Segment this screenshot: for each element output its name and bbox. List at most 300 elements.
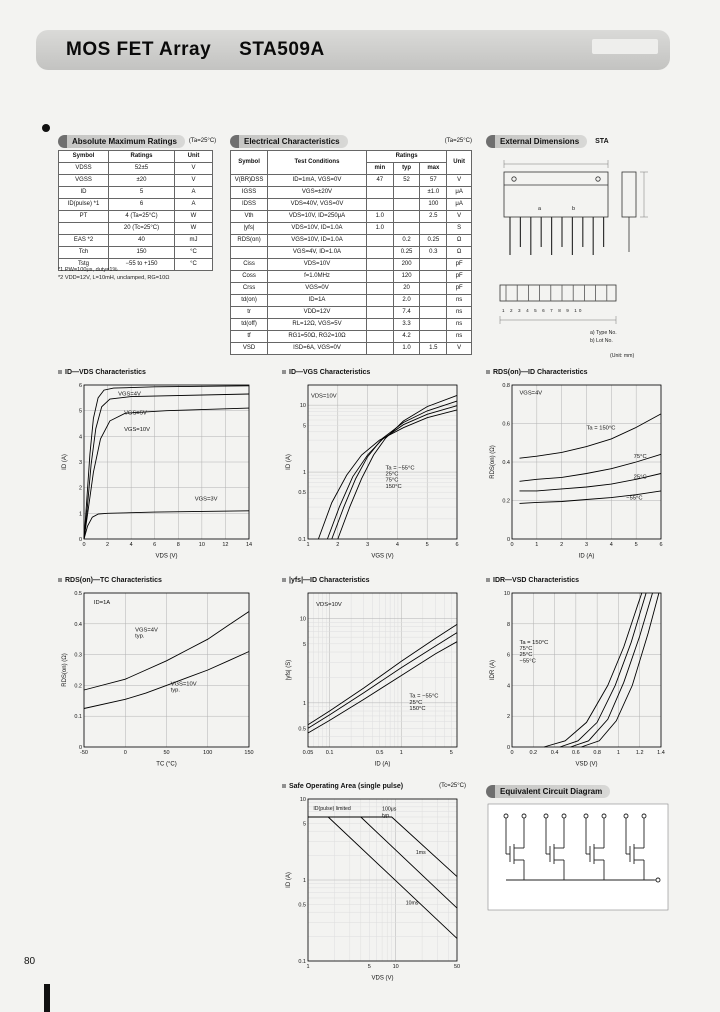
y-axis-label: RDS(on) (Ω): [62, 653, 68, 687]
plot-frame: [308, 593, 457, 747]
table-row: [231, 331, 472, 343]
table-cell: 57: [420, 175, 447, 187]
table-cell: [420, 331, 447, 343]
table-cell: VGS=0V: [268, 283, 367, 295]
chart-plot: [282, 586, 466, 768]
tick-label: 5: [425, 542, 429, 548]
table-cell: VGSS: [59, 175, 109, 187]
table-cell: Ciss: [231, 259, 268, 271]
tick-label: 2: [336, 542, 340, 548]
table-cell: W: [175, 223, 213, 235]
tick-label: 10: [299, 616, 306, 623]
annotation: ID(pulse) limited: [313, 806, 351, 813]
table-cell: V(BR)DSS: [231, 175, 268, 187]
table-cell: ID(pulse) *1: [59, 199, 109, 211]
table-cell: ID: [59, 187, 109, 199]
table-cell: [366, 187, 393, 199]
table-cell: [393, 211, 420, 223]
chart-id-vds: [58, 366, 258, 560]
mounting-hole: [596, 177, 600, 181]
tick-label: 0.2: [502, 498, 510, 505]
table-cell: typ: [393, 163, 420, 175]
tick-label: 4: [609, 542, 613, 548]
table-cell: VDS=40V, VGS=0V: [268, 199, 367, 211]
annotation: VDS=10V: [310, 393, 337, 400]
table-cell: μA: [447, 199, 472, 211]
tick-label: 4: [78, 434, 82, 441]
table-cell: [420, 223, 447, 235]
table-cell: 2.5: [420, 211, 447, 223]
table-cell: 20: [393, 283, 420, 295]
series-ta-150: [308, 642, 457, 733]
chart-plot: [58, 378, 258, 560]
table-row: [231, 187, 472, 199]
tick-label: 3: [78, 460, 82, 466]
package-code: STA: [595, 137, 609, 145]
tick-label: 0.05: [302, 750, 314, 756]
external-dimensions-drawing: [486, 152, 670, 362]
section-abs-max-header: [58, 134, 216, 148]
table-cell: V: [447, 175, 472, 187]
table-cell: ISD=6A, VGS=0V: [268, 343, 367, 355]
table-row: [231, 235, 472, 247]
tick-label: 0.2: [74, 683, 82, 690]
table-cell: VGS=10V, ID=1.0A: [268, 235, 367, 247]
tick-label: 1: [302, 878, 306, 884]
tick-label: 1: [535, 542, 539, 548]
package-body-front: [504, 172, 608, 217]
table-cell: Unit: [447, 151, 472, 175]
chart-canvas: [486, 586, 670, 768]
fig-bullet-icon: [486, 370, 490, 374]
table-cell: 1.0: [366, 211, 393, 223]
tick-label: 2: [78, 485, 82, 492]
table-cell: 120: [393, 271, 420, 283]
tick-label: 1.4: [657, 750, 665, 756]
table-cell: 47: [366, 175, 393, 187]
table-cell: [420, 319, 447, 331]
pin-marks: [506, 285, 607, 301]
part-number-title: STA509A: [239, 39, 325, 60]
table-cell: pF: [447, 259, 472, 271]
table-cell: td(on): [231, 295, 268, 307]
section-title: Electrical Characteristics: [230, 135, 348, 148]
table-cell: RG1=50Ω, RG2=10Ω: [268, 331, 367, 343]
circuit-frame: [488, 804, 668, 910]
fig-bullet-icon: [282, 578, 286, 582]
annotation: Ta = 150°C 75°C 25°C −55°C: [519, 639, 549, 665]
table-row: [231, 199, 472, 211]
table-cell: ns: [447, 331, 472, 343]
annotation: 75°C: [633, 454, 647, 461]
tick-label: 0: [78, 745, 82, 751]
table-cell: mJ: [175, 235, 213, 247]
annotation: VGS=10V: [124, 427, 151, 434]
table-cell: 0.3: [420, 247, 447, 259]
table-cell: |yfs|: [231, 223, 268, 235]
tick-label: 8: [506, 621, 510, 628]
chart-canvas: [58, 378, 258, 560]
series-ta-150: [544, 593, 642, 747]
table-cell: Ratings: [366, 151, 446, 163]
table-cell: Ω: [447, 247, 472, 259]
table-cell: Coss: [231, 271, 268, 283]
section-ext-dim-header: [486, 134, 609, 148]
tick-label: 1: [78, 511, 82, 518]
table-cell: ±1.0: [420, 187, 447, 199]
series-ta-25: [571, 593, 653, 747]
tick-label: 6: [506, 652, 510, 659]
table-cell: [393, 223, 420, 235]
table-cell: Vth: [231, 211, 268, 223]
table-row: [231, 211, 472, 223]
tick-label: 0.6: [502, 421, 510, 428]
tick-label: 4: [506, 683, 510, 690]
table-cell: VSD: [231, 343, 268, 355]
tick-label: 10: [299, 797, 306, 803]
table-cell: Tstg: [59, 259, 109, 271]
chart-idr-vsd: [486, 574, 670, 768]
section-elec-header: [230, 134, 472, 148]
table-cell: [420, 307, 447, 319]
tick-label: 3: [584, 542, 589, 548]
table-cell: S: [447, 223, 472, 235]
table-cell: VGS=4V, ID=1.0A: [268, 247, 367, 259]
pin-numbers: 1 2 3 4 5 6 7 8 9 10: [502, 308, 584, 313]
tick-label: 0: [78, 537, 82, 543]
series-ta-75: [560, 593, 646, 747]
note-type-no: a) Type No.: [590, 330, 617, 336]
table-cell: V: [447, 343, 472, 355]
tick-label: 5: [302, 423, 306, 430]
mounting-hole: [512, 177, 516, 181]
chart-canvas: [58, 586, 258, 768]
table-cell: [231, 247, 268, 259]
series-vgs-5v: [84, 394, 249, 539]
tick-label: 2: [106, 542, 110, 548]
section-title: Absolute Maximum Ratings: [58, 135, 185, 148]
table-cell: 40: [109, 235, 175, 247]
table-cell: [366, 247, 393, 259]
table-cell: 0.25: [420, 235, 447, 247]
table-cell: μA: [447, 187, 472, 199]
footnote: *2 VDD=12V, L=10mH, unclamped, RG=10Ω: [58, 275, 170, 282]
chart-plot: [282, 792, 466, 982]
table-cell: 6: [109, 199, 175, 211]
table-cell: [366, 331, 393, 343]
tick-label: 1: [302, 700, 306, 707]
footnote: *1 PW=100μs, duty=1%: [58, 267, 118, 273]
table-cell: 3.3: [393, 319, 420, 331]
table-row: [231, 247, 472, 259]
fig-bullet-icon: [282, 784, 286, 788]
product-family-title: MOS FET Array: [66, 39, 212, 60]
equivalent-circuit-diagram: [486, 802, 670, 914]
tick-label: 3: [366, 542, 370, 548]
unit-note: (Unit: mm): [610, 353, 635, 359]
table-cell: VDS=10V: [268, 259, 367, 271]
tick-label: 0.4: [550, 750, 559, 756]
section-condition: (Ta=25°C): [188, 138, 217, 144]
chart-plot: [58, 586, 258, 768]
table-cell: VDD=12V: [268, 307, 367, 319]
table-row: [231, 307, 472, 319]
tick-label: 12: [222, 542, 229, 548]
electrical-characteristics-table: [230, 150, 472, 355]
x-axis-label: VGS (V): [371, 553, 394, 560]
table-cell: 5: [109, 187, 175, 199]
table-cell: min: [366, 163, 393, 175]
table-cell: [366, 319, 393, 331]
tick-label: 0.8: [502, 383, 510, 389]
chart-title: RDS(on)—ID Characteristics: [493, 368, 588, 376]
table-cell: 150: [109, 247, 175, 259]
tick-label: 0.5: [375, 750, 384, 756]
annotation: 25°C: [633, 474, 647, 481]
table-row: [59, 163, 213, 175]
note-lot-no: b) Lot No.: [590, 338, 613, 344]
table-cell: V: [175, 163, 213, 175]
table-cell: 1.5: [420, 343, 447, 355]
table-row: [231, 295, 472, 307]
tick-label: 0.3: [74, 652, 82, 659]
table-cell: VGS=±20V: [268, 187, 367, 199]
table-cell: [366, 235, 393, 247]
tick-label: -50: [80, 750, 88, 756]
table-cell: A: [175, 187, 213, 199]
table-cell: 52±5: [109, 163, 175, 175]
annotation: Ta = 150°C: [586, 425, 616, 432]
y-axis-label: ID (A): [62, 454, 68, 470]
annotation: VGS=10V typ.: [170, 681, 197, 694]
table-cell: 4 (Ta=25°C): [109, 211, 175, 223]
chart-plot: [486, 586, 670, 768]
tick-label: 5: [449, 750, 453, 756]
fig-bullet-icon: [58, 578, 62, 582]
tick-label: 100: [203, 750, 213, 756]
tick-label: 5: [302, 641, 306, 648]
tick-label: 150: [244, 750, 254, 756]
x-axis-label: VSD (V): [575, 761, 598, 768]
tick-label: 0: [82, 542, 86, 548]
tick-label: 5: [634, 542, 638, 548]
tick-label: 4: [129, 542, 133, 548]
tick-label: 1.2: [635, 750, 644, 756]
series-vgs-4v: [84, 408, 249, 539]
marker-b: b: [572, 206, 576, 212]
table-cell: 1.0: [393, 343, 420, 355]
annotation: ID=1A: [93, 599, 111, 606]
table-cell: 0.25: [393, 247, 420, 259]
annotation: Ta = −55°C 25°C 150°C: [409, 693, 439, 713]
corner-bar: [44, 984, 50, 1012]
tick-label: 0.2: [529, 750, 538, 756]
table-cell: V: [175, 175, 213, 187]
series-pw-1ms: [308, 817, 457, 908]
series-ta-150: [520, 414, 662, 461]
table-cell: [366, 343, 393, 355]
table-cell: VDSS: [59, 163, 109, 175]
tick-label: 0: [506, 537, 510, 543]
table-cell: Symbol: [231, 151, 268, 175]
table-cell: ID=1A: [268, 295, 367, 307]
annotation: Ta = −55°C 25°C 75°C 150°C: [385, 465, 415, 490]
y-axis-label: IDR (A): [490, 660, 496, 680]
table-cell: 4.2: [393, 331, 420, 343]
table-row: [231, 271, 472, 283]
abs-max-table: [58, 150, 213, 271]
chart-soa: [282, 780, 466, 982]
table-cell: 20 (Tc=25°C): [109, 223, 175, 235]
series-pw-10ms: [308, 817, 457, 938]
table-row: [59, 199, 213, 211]
chart-title: RDS(on)—TC Characteristics: [65, 576, 162, 584]
chart-id-vgs: [282, 366, 466, 560]
table-cell: °C: [175, 259, 213, 271]
x-axis-label: VDS (V): [155, 553, 178, 560]
table-cell: [393, 187, 420, 199]
series-ta-minus55: [308, 624, 457, 724]
table-row: [59, 211, 213, 223]
x-axis-label: TC (°C): [156, 761, 177, 768]
tick-label: 10: [198, 542, 205, 548]
section-title: External Dimensions: [486, 135, 587, 148]
tick-label: 0: [510, 542, 514, 548]
table-cell: 7.4: [393, 307, 420, 319]
tick-label: 6: [659, 542, 663, 548]
tick-label: 0.6: [572, 750, 580, 756]
table-cell: [366, 283, 393, 295]
annotation: 100μs typ.: [382, 806, 397, 819]
registration-dot: [42, 124, 50, 132]
table-cell: [366, 271, 393, 283]
chart-rdson-id: [486, 366, 670, 560]
table-cell: IGSS: [231, 187, 268, 199]
table-cell: RL=12Ω, VGS=5V: [268, 319, 367, 331]
tick-label: 1: [306, 542, 310, 548]
abs-max-footnotes: [58, 266, 169, 283]
chart-plot: [486, 378, 670, 560]
table-cell: [420, 271, 447, 283]
tick-label: 0.1: [325, 750, 334, 756]
chart-title: IDR—VSD Characteristics: [493, 576, 579, 584]
table-cell: [420, 295, 447, 307]
tick-label: 14: [245, 542, 253, 548]
table-cell: Ω: [447, 235, 472, 247]
table-cell: W: [175, 211, 213, 223]
tick-label: 0.5: [74, 591, 82, 597]
table-row: [59, 235, 213, 247]
tick-label: 6: [153, 542, 157, 548]
table-row: [59, 187, 213, 199]
annotation: VGS=4V: [519, 390, 543, 397]
table-cell: [366, 259, 393, 271]
section-title: Equivalent Circuit Diagram: [486, 785, 610, 798]
table-cell: td(off): [231, 319, 268, 331]
x-axis-label: ID (A): [578, 553, 595, 560]
table-cell: [59, 223, 109, 235]
tick-label: 1: [306, 964, 310, 970]
package-body-side: [622, 172, 636, 217]
table-cell: [366, 199, 393, 211]
page-header: [36, 30, 670, 70]
table-cell: 100: [420, 199, 447, 211]
x-axis-label: ID (A): [374, 761, 391, 768]
tick-label: 10: [299, 403, 306, 410]
tick-label: 0: [123, 750, 127, 756]
tick-label: 0.1: [298, 537, 306, 543]
series-ta-minus55: [581, 593, 659, 747]
tick-label: 6: [78, 383, 82, 389]
table-cell: Symbol: [59, 151, 109, 163]
table-cell: pF: [447, 271, 472, 283]
annotation: VDS=10V: [316, 602, 342, 609]
x-axis-label: VDS (V): [371, 975, 394, 982]
table-row: [59, 175, 213, 187]
tick-label: 0.4: [74, 621, 82, 628]
tick-label: 10: [503, 591, 510, 597]
y-axis-label: ID (A): [286, 454, 292, 470]
table-cell: 52: [393, 175, 420, 187]
fig-bullet-icon: [282, 370, 286, 374]
y-axis-label: |yfs| (S): [286, 659, 292, 681]
tick-label: 5: [367, 964, 371, 970]
table-row: [231, 283, 472, 295]
table-row: [59, 223, 213, 235]
table-cell: A: [175, 199, 213, 211]
chart-condition: (Tc=25°C): [439, 783, 466, 789]
tick-label: 0.1: [74, 714, 82, 721]
chart-title: |yfs|—ID Characteristics: [289, 576, 370, 584]
table-cell: 2.0: [393, 295, 420, 307]
tick-label: 5: [78, 408, 82, 415]
tick-label: 1: [399, 750, 403, 756]
table-row: [231, 343, 472, 355]
table-cell: V: [447, 211, 472, 223]
chart-title: Safe Operating Area (single pulse): [289, 782, 404, 790]
annotation: VGS=3V: [194, 496, 218, 503]
marker-a: a: [538, 206, 542, 212]
chart-canvas: [282, 792, 466, 982]
table-cell: Crss: [231, 283, 268, 295]
series-vgs-3v: [84, 511, 249, 539]
chart-yfs-id: [282, 574, 466, 768]
table-cell: −55 to +150: [109, 259, 175, 271]
tick-label: 1: [302, 470, 306, 477]
tick-label: 0.5: [298, 726, 306, 733]
page-number: 80: [24, 956, 36, 967]
table-cell: f=1.0MHz: [268, 271, 367, 283]
table-cell: [420, 259, 447, 271]
table-header-row: [59, 151, 213, 163]
chart-plot: [282, 378, 466, 560]
table-cell: ±20: [109, 175, 175, 187]
table-cell: VDS=10V, ID=1.0A: [268, 223, 367, 235]
chart-title: ID—VGS Characteristics: [289, 368, 371, 376]
table-cell: max: [420, 163, 447, 175]
tick-label: 1: [616, 750, 620, 756]
chart-canvas: [486, 378, 670, 560]
annotation: 10ms: [405, 900, 419, 907]
table-cell: 1.0: [366, 223, 393, 235]
tick-label: 6: [455, 542, 459, 548]
tick-label: 0: [506, 745, 510, 751]
tick-label: 10: [392, 964, 399, 970]
table-cell: Tch: [59, 247, 109, 259]
table-row: [231, 259, 472, 271]
header-inset: [592, 39, 658, 54]
section-equiv-header: [486, 784, 610, 798]
